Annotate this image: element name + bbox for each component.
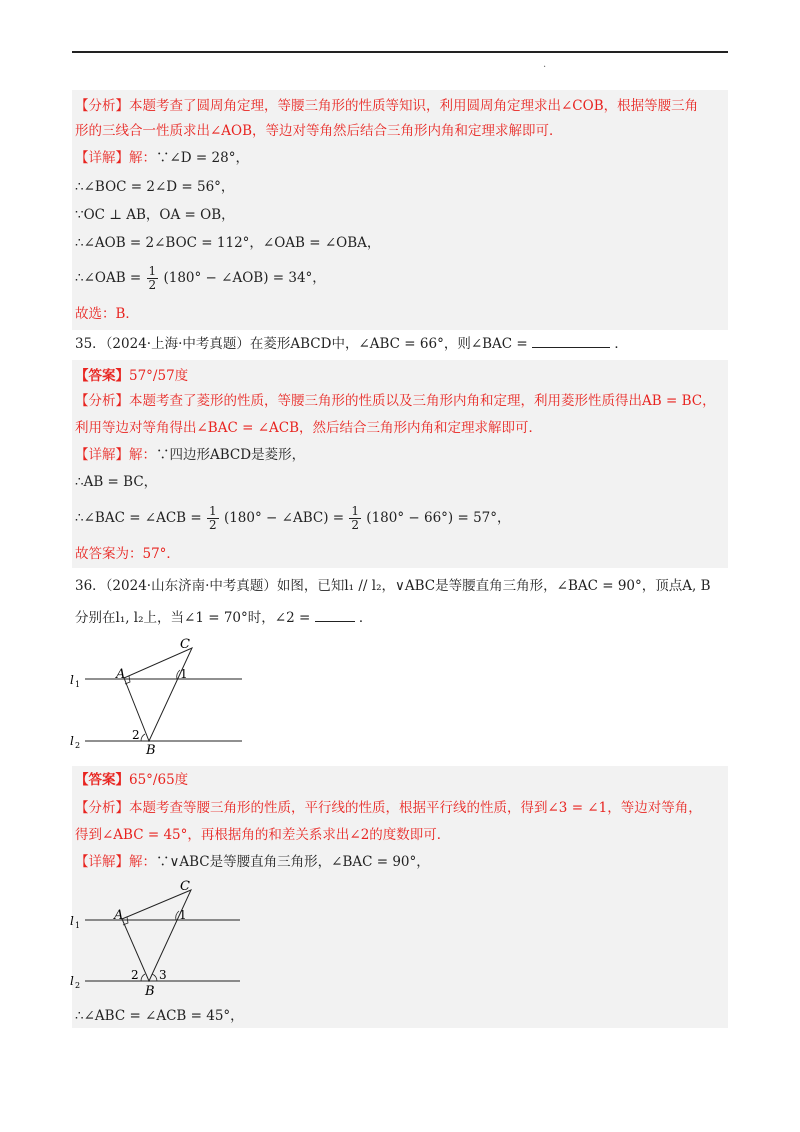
answer-36: 【答案】65°/65度 bbox=[75, 772, 189, 788]
step-35-1: ∴AB = BC， bbox=[75, 474, 158, 490]
step-36-1: ∴∠ABC = ∠ACB = 45°， bbox=[75, 1008, 244, 1024]
final-35: 故答案为：57°． bbox=[75, 546, 180, 562]
label-l2: l bbox=[70, 734, 74, 748]
step-34-1: ∴∠BOC = 2∠D = 56°， bbox=[75, 179, 235, 195]
label-l1: l bbox=[70, 673, 74, 687]
answer-blank-36 bbox=[315, 609, 355, 622]
question-36-line1: 36．（2024·山东济南·中考真题）如图，已知l₁ // l₂，∨ABC是等腰直角三角形，∠BAC = 90°，顶点A, B bbox=[75, 578, 711, 594]
label-3: 3 bbox=[159, 968, 167, 982]
step-34-2: ∵OC ⊥ AB，OA = OB， bbox=[75, 207, 235, 223]
fraction-half-a: $\frac{1}{2}$ bbox=[209, 504, 217, 532]
figure-36-question bbox=[60, 632, 250, 757]
analysis-36-line1: 【分析】本题考查等腰三角形的性质，平行线的性质，根据平行线的性质，得到∠3 = ∠1，等边对等角， bbox=[75, 800, 702, 816]
label-l2-sub: 2 bbox=[75, 741, 81, 750]
label-b-b: B bbox=[145, 984, 155, 999]
analysis-36-line2: 得到∠ABC = 45°，再根据角的和差关系求出∠2的度数即可． bbox=[75, 827, 451, 843]
step-34-4: ∴∠OAB = $\frac{1}{2}$ (180° − ∠AOB) = 34°， bbox=[75, 264, 326, 292]
label-2: 2 bbox=[132, 728, 140, 742]
label-l2-sub-b: 2 bbox=[75, 981, 81, 990]
label-1-b: 1 bbox=[179, 908, 187, 922]
analysis-34-line1: 【分析】本题考查了圆周角定理，等腰三角形的性质等知识，利用圆周角定理求出∠COB，根据等腰三角 bbox=[75, 98, 699, 114]
analysis-34-line2: 形的三线合一性质求出∠AOB，等边对等角然后结合三角形内角和定理求解即可． bbox=[75, 123, 563, 139]
angle-3-arc bbox=[152, 974, 157, 981]
header-rule bbox=[72, 51, 728, 53]
answer-35: 【答案】57°/57度 bbox=[75, 368, 189, 384]
label-a: A bbox=[116, 667, 126, 682]
question-35: 35．（2024·上海·中考真题）在菱形ABCD中，∠ABC = 66°，则∠BAC = ． bbox=[75, 336, 628, 352]
analysis-35-line2: 利用等边对等角得出∠BAC = ∠ACB，然后结合三角形内角和定理求解即可． bbox=[75, 420, 543, 436]
detail-34-tag: 【详解】解： bbox=[75, 150, 156, 166]
answer-blank-35 bbox=[532, 335, 610, 348]
label-2-b: 2 bbox=[131, 968, 139, 982]
label-1: 1 bbox=[180, 667, 188, 681]
label-l1-b: l bbox=[70, 914, 74, 928]
analysis-35-line1: 【分析】本题考查了菱形的性质，等腰三角形的性质以及三角形内角和定理，利用菱形性质得出AB = BC， bbox=[75, 393, 716, 409]
header-dot: . bbox=[543, 59, 547, 70]
step-34-3: ∴∠AOB = 2∠BOC = 112°，∠OAB = ∠OBA， bbox=[75, 235, 381, 251]
label-a-b: A bbox=[114, 908, 124, 923]
detail-34 bbox=[75, 148, 249, 168]
fraction-half: $\frac{1}{2}$ bbox=[148, 264, 157, 292]
label-l1-sub-b: 1 bbox=[75, 921, 81, 930]
label-b: B bbox=[146, 743, 156, 757]
label-c-b: C bbox=[180, 879, 190, 894]
figure-36-solution bbox=[60, 874, 250, 999]
detail-34-text: ∵∠D = 28°， bbox=[156, 150, 249, 166]
fraction-half-b: $\frac{1}{2}$ bbox=[351, 504, 359, 532]
angle-2-arc bbox=[141, 734, 145, 741]
label-l2-b: l bbox=[70, 974, 74, 988]
choice-34: 故选：B． bbox=[75, 306, 139, 322]
step-35-2: ∴∠BAC = ∠ACB = $\frac{1}{2}$ (180° − ∠ABC) = $\frac{1}{2}$ (180° − 66°) = 57°， bbox=[75, 504, 511, 532]
label-l1-sub: 1 bbox=[75, 680, 81, 689]
angle-2-arc-b bbox=[141, 974, 145, 981]
label-c: C bbox=[180, 637, 190, 652]
detail-35: 【详解】解：∵四边形ABCD是菱形， bbox=[75, 447, 306, 463]
detail-36: 【详解】解：∵∨ABC是等腰直角三角形，∠BAC = 90°， bbox=[75, 854, 430, 870]
question-36-line2: 分别在l₁, l₂上，当∠1 = 70°时，∠2 = ． bbox=[75, 610, 373, 626]
